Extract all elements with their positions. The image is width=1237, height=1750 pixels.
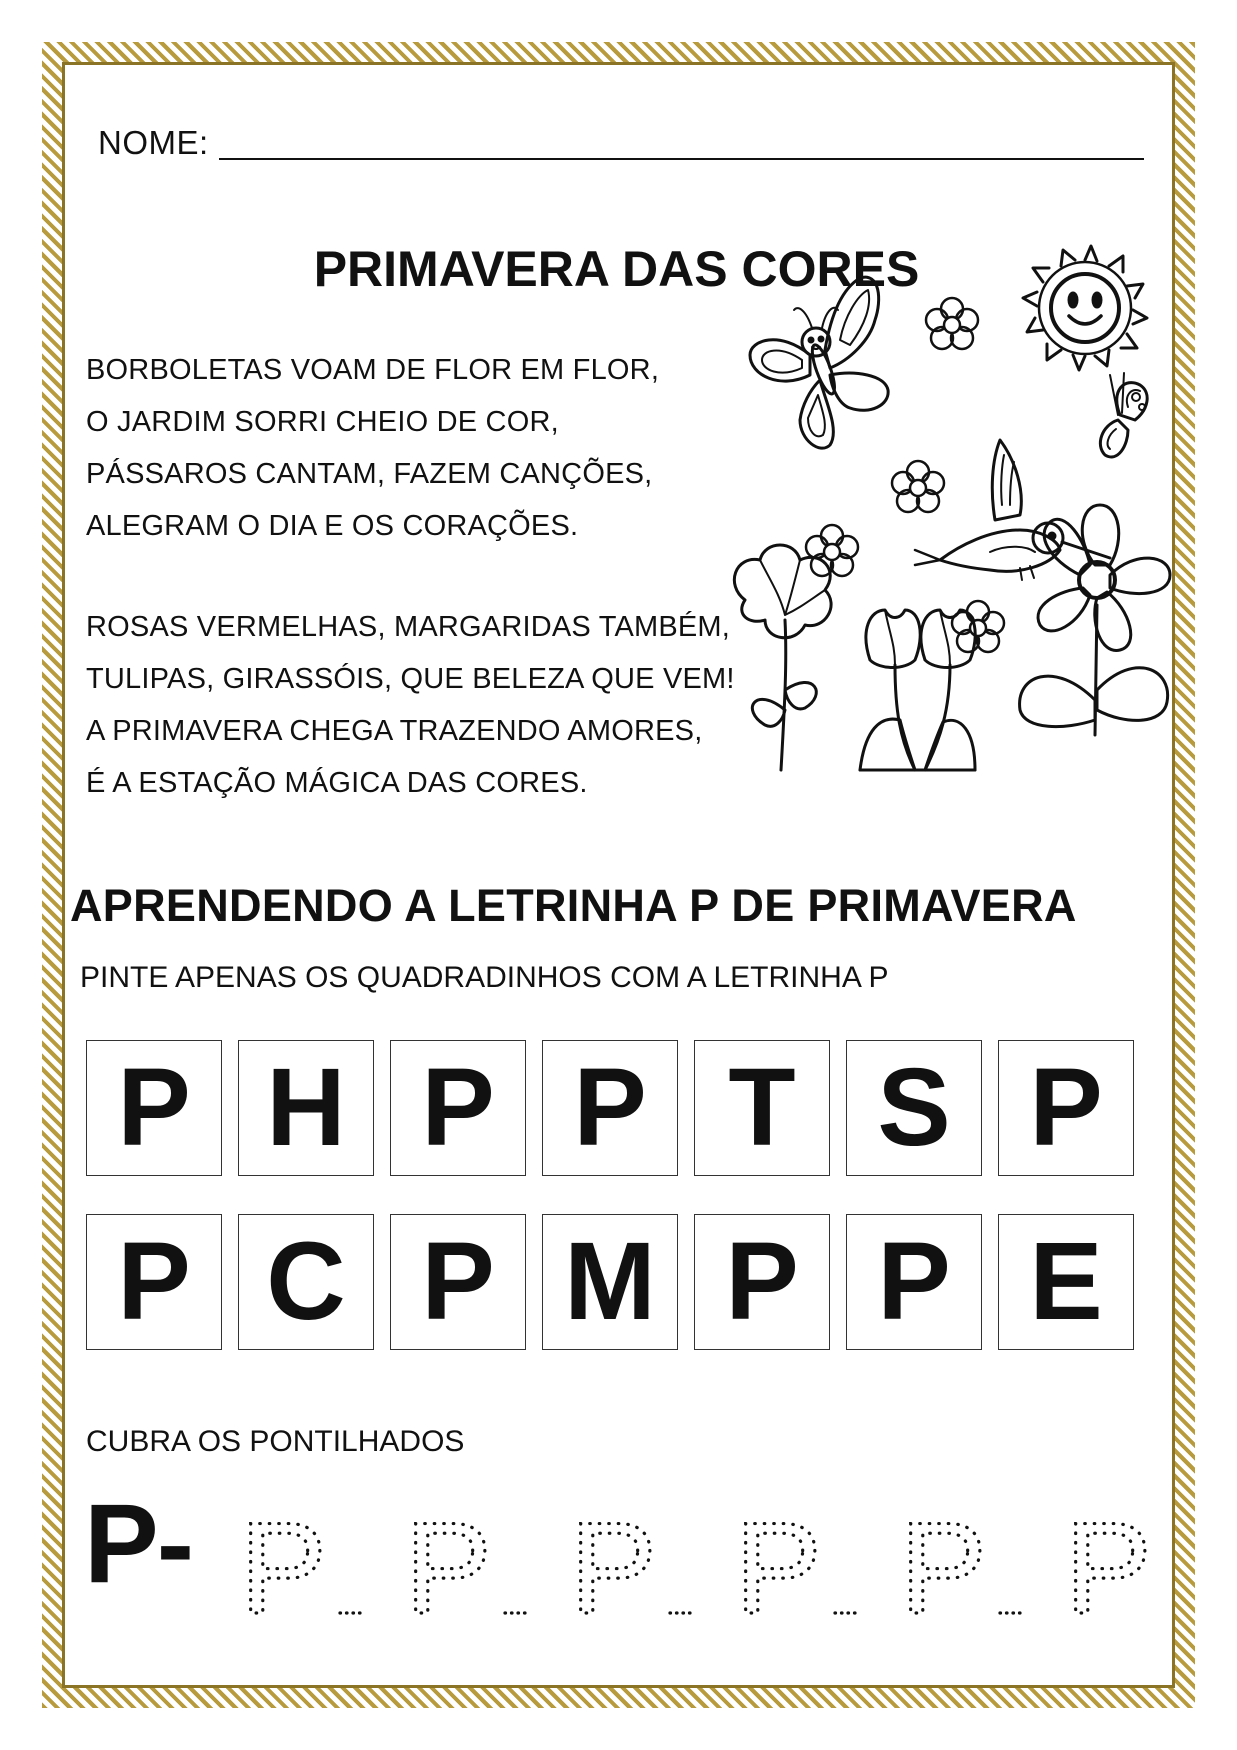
letter-cell[interactable]: M	[542, 1214, 678, 1350]
trace-letter-3[interactable]: P	[570, 1495, 657, 1641]
name-field[interactable]	[98, 124, 1144, 162]
letter-cell[interactable]: P	[390, 1040, 526, 1176]
trace-letter-6[interactable]: P	[1065, 1495, 1152, 1641]
poem-line: ALEGRAM O DIA E OS CORAÇÕES.	[86, 510, 579, 542]
poem-line: É A ESTAÇÃO MÁGICA DAS CORES.	[86, 767, 588, 799]
letter-cell[interactable]: P	[542, 1040, 678, 1176]
coloring-instruction: PINTE APENAS OS QUADRADINHOS COM A LETRINHA P	[80, 961, 889, 994]
letter-cell[interactable]: P	[998, 1040, 1134, 1176]
butterfly-icon	[750, 277, 888, 448]
poem-line: O JARDIM SORRI CHEIO DE COR,	[86, 406, 559, 438]
page-title: PRIMAVERA DAS CORES	[313, 241, 920, 297]
butterfly-icon	[1100, 373, 1147, 457]
poem-line: TULIPAS, GIRASSÓIS, QUE BELEZA QUE VEM!	[86, 663, 735, 695]
name-underline[interactable]	[219, 128, 1144, 160]
flower-icon	[926, 298, 978, 349]
trace-letter-5[interactable]: P	[900, 1495, 987, 1641]
flower-icon	[734, 545, 831, 770]
trace-row[interactable]	[220, 1495, 1152, 1641]
poem-line: ROSAS VERMELHAS, MARGARIDAS TAMBÉM,	[86, 611, 731, 643]
trace-model-letter: P-	[84, 1481, 192, 1606]
letter-cell[interactable]: E	[998, 1214, 1134, 1350]
poem-stanza-1	[86, 344, 659, 552]
daisy-icon	[1020, 505, 1170, 735]
letter-cell[interactable]: P	[694, 1214, 830, 1350]
section-subtitle: APRENDENDO A LETRINHA P DE PRIMAVERA	[70, 880, 1077, 931]
poem-stanza-2	[86, 601, 735, 809]
flower-icon	[806, 525, 858, 576]
flower-icon	[892, 461, 944, 512]
sun-icon	[1023, 246, 1147, 370]
letter-cell[interactable]: P	[846, 1214, 982, 1350]
trace-letter-1[interactable]: P	[240, 1495, 327, 1641]
letter-cell[interactable]: C	[238, 1214, 374, 1350]
name-label: NOME:	[98, 124, 209, 161]
letter-cell[interactable]: H	[238, 1040, 374, 1176]
trace-instruction: CUBRA OS PONTILHADOS	[86, 1425, 465, 1458]
poem-line: BORBOLETAS VOAM DE FLOR EM FLOR,	[86, 354, 660, 386]
letter-cell[interactable]: P	[86, 1214, 222, 1350]
spring-illustration	[700, 240, 1180, 820]
hummingbird-icon	[915, 440, 1110, 580]
poem-line: PÁSSAROS CANTAM, FAZEM CANÇÕES,	[86, 458, 653, 490]
trace-letter-4[interactable]: P	[735, 1495, 822, 1641]
letter-cell[interactable]: T	[694, 1040, 830, 1176]
letter-cell[interactable]: P	[390, 1214, 526, 1350]
trace-letter-2[interactable]: P	[405, 1495, 492, 1641]
poem-line: A PRIMAVERA CHEGA TRAZENDO AMORES,	[86, 715, 703, 747]
letter-cell[interactable]: S	[846, 1040, 982, 1176]
letter-cell[interactable]: P	[86, 1040, 222, 1176]
